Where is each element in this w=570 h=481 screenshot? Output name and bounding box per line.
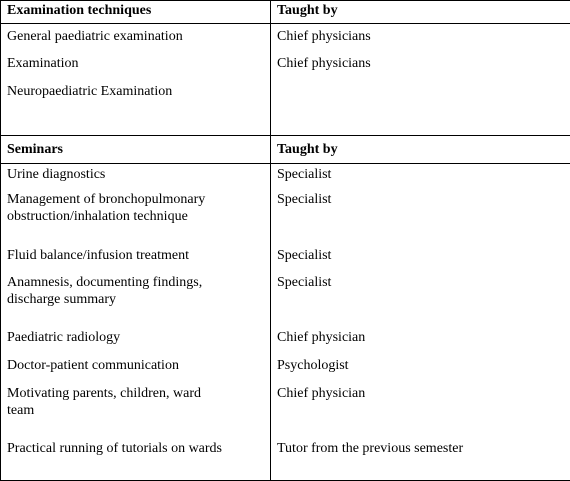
teacher-line: Psychologist — [277, 358, 349, 373]
topic-line: Doctor-patient communication — [7, 358, 179, 373]
list-item — [7, 440, 264, 464]
teacher-line: Tutor from the previous semester — [277, 441, 464, 456]
header-cell-topic: Examination techniques — [1, 1, 271, 24]
list-item — [277, 166, 564, 191]
table-header-row — [1, 1, 570, 24]
topic-line: Management of bronchopulmonary — [7, 192, 206, 207]
list-item — [7, 55, 264, 83]
list-item — [7, 28, 264, 55]
teacher-line: Specialist — [277, 275, 332, 290]
topics-cell — [1, 24, 271, 136]
topic-line: discharge summary — [7, 292, 116, 307]
teacher-line: Chief physicians — [277, 56, 371, 71]
topic-line: team — [7, 403, 35, 418]
list-item — [7, 83, 264, 110]
header-cell-topic: Seminars — [1, 136, 271, 164]
topic-line: Paediatric radiology — [7, 330, 121, 345]
teacher-line: Chief physician — [277, 330, 366, 345]
list-item — [277, 191, 564, 247]
list-item — [277, 55, 564, 83]
topic-line: General paediatric examination — [7, 29, 183, 44]
list-item — [7, 191, 264, 247]
list-item — [7, 274, 264, 329]
header-cell-teacher: Taught by — [271, 136, 570, 164]
teacher-line: Specialist — [277, 192, 332, 207]
topic-line: Anamnesis, documenting findings, — [7, 275, 203, 290]
teacher-line: Specialist — [277, 248, 332, 263]
list-item — [277, 83, 564, 110]
topics-cell — [1, 164, 271, 481]
topic-line: Urine diagnostics — [7, 167, 106, 182]
table-body-row — [1, 24, 570, 136]
teacher-line: Chief physicians — [277, 29, 371, 44]
list-item — [277, 357, 564, 385]
teacher-line: Chief physician — [277, 386, 366, 401]
list-item — [277, 247, 564, 274]
list-item — [7, 329, 264, 357]
topic-line: Examination — [7, 56, 79, 71]
list-item — [277, 28, 564, 55]
topic-line: obstruction/inhalation technique — [7, 209, 188, 224]
list-item — [7, 357, 264, 385]
teachers-cell — [271, 24, 570, 136]
table-header-row — [1, 136, 570, 164]
list-item — [7, 247, 264, 274]
header-cell-teacher: Taught by — [271, 1, 570, 24]
topic-line: Practical running of tutorials on wards — [7, 441, 223, 456]
list-item — [277, 385, 564, 440]
teachers-cell — [271, 164, 570, 481]
list-item — [7, 166, 264, 191]
topic-line: Neuropaediatric Examination — [7, 84, 173, 99]
list-item — [277, 440, 564, 464]
list-item — [277, 329, 564, 357]
list-item — [277, 274, 564, 329]
table-body-row — [1, 164, 570, 481]
list-item — [7, 385, 264, 440]
topic-line: Motivating parents, children, ward — [7, 386, 202, 401]
topic-line: Fluid balance/infusion treatment — [7, 248, 189, 263]
teacher-line: Specialist — [277, 167, 332, 182]
